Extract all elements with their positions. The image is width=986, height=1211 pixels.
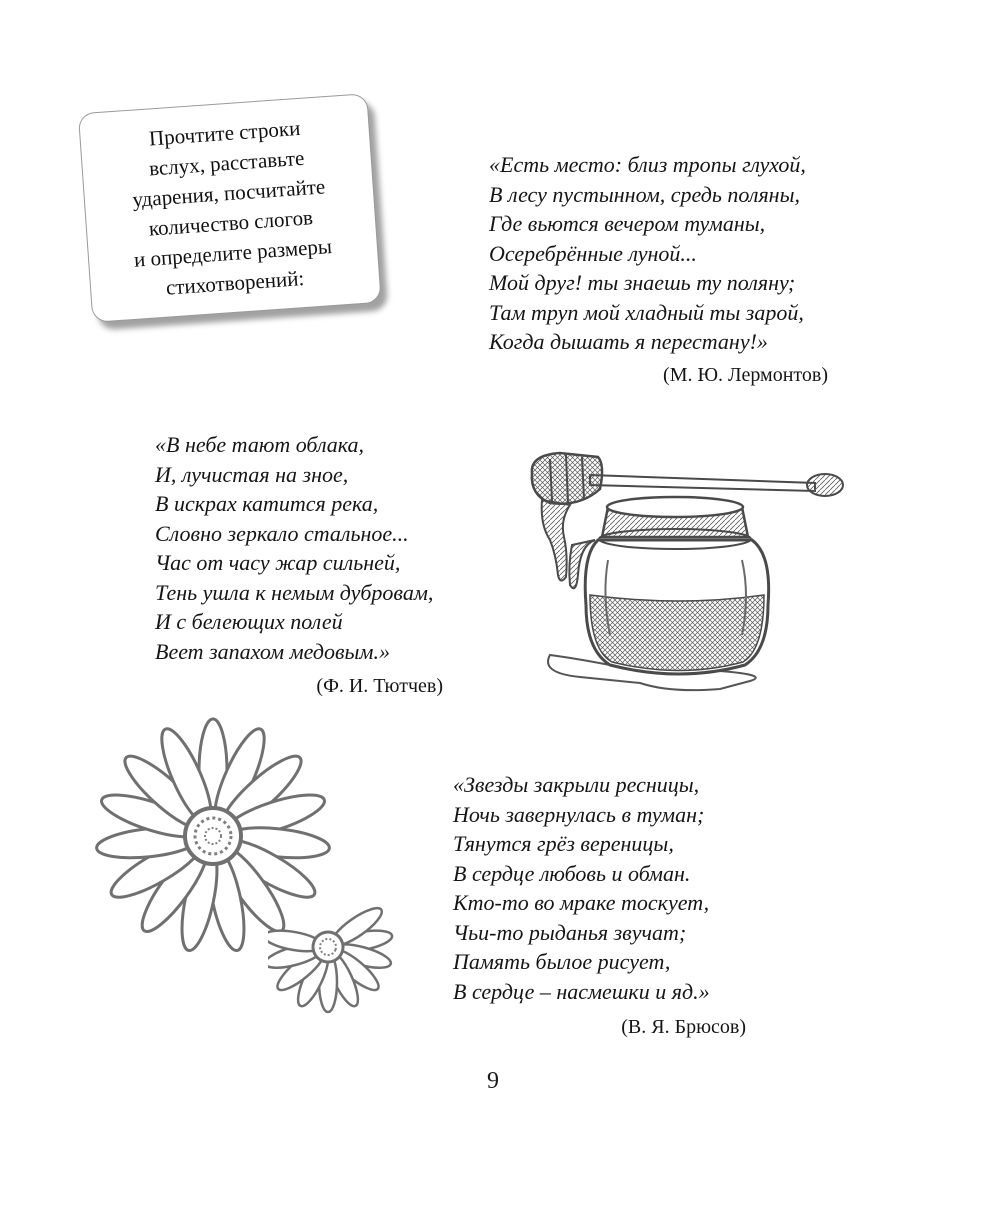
poem-line: Тень ушла к немым дубровам, bbox=[155, 579, 434, 605]
daisy-flower-small-icon bbox=[268, 905, 418, 1045]
poem-line: В лесу пустынном, средь поляны, bbox=[489, 181, 800, 207]
instruction-line: Прочтите строки bbox=[148, 115, 302, 151]
poem-line: «Есть место: близ тропы глухой, bbox=[489, 152, 806, 177]
poem-author: (В. Я. Брюсов) bbox=[621, 1016, 746, 1038]
poem-line: Веет запахом медовым.» bbox=[155, 638, 390, 664]
honey-jar-icon bbox=[520, 445, 850, 700]
poem-author: (М. Ю. Лермонтов) bbox=[663, 364, 828, 386]
poem-line: Ночь завернулась в туман; bbox=[453, 801, 705, 827]
poem-line: Словно зеркало стальное... bbox=[155, 520, 409, 546]
instruction-card bbox=[78, 93, 382, 328]
instruction-card-body bbox=[78, 93, 382, 323]
poem-lermontov bbox=[489, 150, 806, 357]
poem-author: (Ф. И. Тютчев) bbox=[316, 675, 443, 697]
instruction-line: стихотворений: bbox=[165, 266, 305, 300]
poem-line: И, лучистая на зное, bbox=[155, 461, 349, 487]
instruction-line: количество слогов bbox=[148, 205, 314, 241]
poem-line: Осеребрённые луной... bbox=[489, 240, 697, 266]
poem-tyutchev bbox=[155, 430, 433, 666]
poem-line: Мой друг! ты знаешь ту поляну; bbox=[489, 270, 796, 295]
poem-bryusov bbox=[453, 770, 710, 1006]
poem-line: Чьи-то рыданья звучат; bbox=[453, 919, 687, 945]
poem-line: Память былое рисует, bbox=[453, 949, 671, 974]
instruction-line: ударения, посчитайте bbox=[131, 174, 326, 212]
instruction-line: и определите размеры bbox=[133, 234, 333, 272]
page-number: 9 bbox=[487, 1068, 499, 1094]
poem-line: Час от часу жар сильней, bbox=[155, 550, 401, 575]
poem-line: Где вьются вечером туманы, bbox=[489, 211, 766, 236]
poem-line: В сердце любовь и обман. bbox=[453, 860, 691, 886]
poem-line: Там труп мой хладный ты зарой, bbox=[489, 299, 804, 325]
poem-line: Кто-то во мраке тоскует, bbox=[453, 890, 710, 915]
poem-line: Когда дышать я перестану!» bbox=[489, 329, 768, 354]
poem-line: В сердце – насмешки и яд.» bbox=[453, 978, 710, 1004]
poem-line: В искрах катится река, bbox=[155, 491, 379, 516]
poem-line: И с белеющих полей bbox=[155, 609, 343, 634]
instruction-line: вслух, расставьте bbox=[148, 145, 306, 181]
poem-line: Тянутся грёз вереницы, bbox=[453, 831, 674, 856]
poem-line: «Звезды закрыли ресницы, bbox=[453, 772, 700, 797]
poem-line: «В небе тают облака, bbox=[155, 432, 365, 457]
